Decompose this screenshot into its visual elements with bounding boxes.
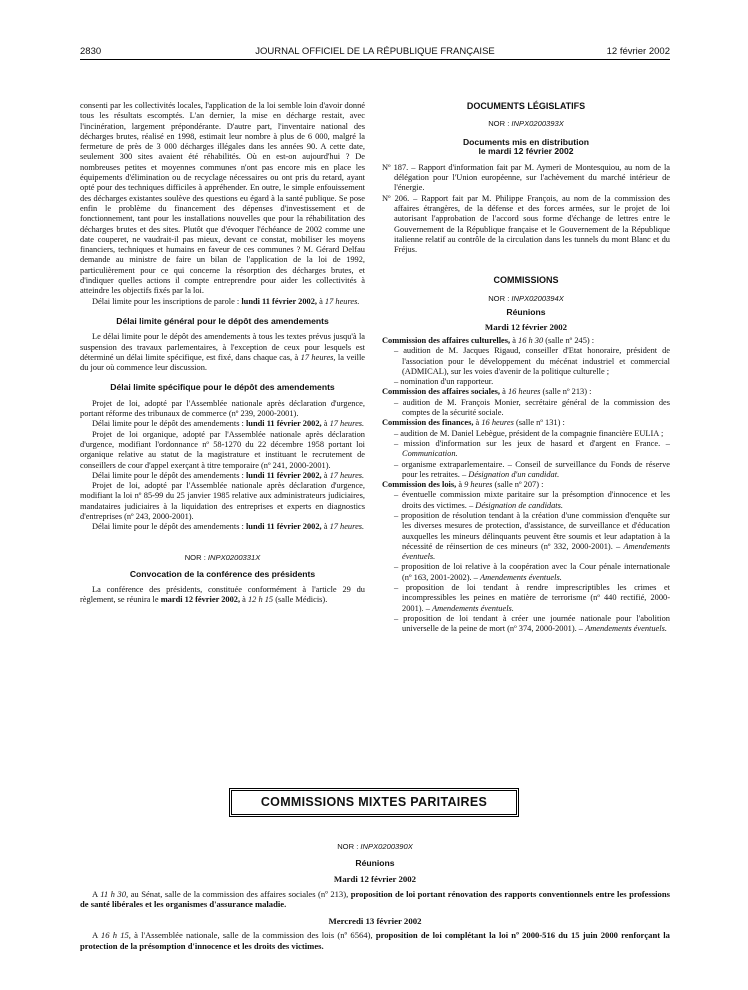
nor-reference: NOR : INPX0200394X <box>488 293 564 303</box>
meeting-date: Mardi 12 février 2002 <box>484 321 568 332</box>
agenda-item: – proposition de loi tendant à rendre imprescriptibles les crimes et incompressibles les peines en matière de terrorisme (nº 440 rectifié, 2000-2001). – Amendements éventuels. <box>394 583 670 613</box>
agenda-item: – proposition de loi relative à la coopération avec la Cour pénale internationale (nº 163, 2001-2002). – Amendements éventuels. <box>394 562 670 582</box>
meetings-title: Réunions <box>506 307 546 318</box>
document-item: Nº 187. – Rapport d'information fait par M. Aymeri de Montesquiou, au nom de la délégation pour l'Union européenne, sur l'achèvement du marché intérieur de l'énergie. <box>382 162 670 193</box>
bill-deadline: Délai limite pour le dépôt des amendements : lundi 11 février 2002, à 17 heures. <box>92 419 365 429</box>
commission-entry: Commission des finances, à 16 heures (salle nº 131) : <box>382 418 565 428</box>
page-number: 2830 <box>80 46 102 57</box>
bill-paragraph: Projet de loi, adopté par l'Assemblée nationale après déclaration d'urgence, portant réforme des tribunaux de commerce (nº 239, 2000-2001). <box>80 398 365 419</box>
bill-deadline: Délai limite pour le dépôt des amendements : lundi 11 février 2002, à 17 heures. <box>92 470 365 480</box>
nor-reference: NOR : INPX0200393X <box>488 119 564 129</box>
meeting-entry: A 11 h 30, au Sénat, salle de la commission des affaires sociales (nº 213), proposition de loi portant rénovation des rapports conventionnels entre les professions de santé libérales et les organismes d'assurance maladie. <box>80 888 670 910</box>
left-column <box>80 101 365 606</box>
page-header <box>80 46 670 60</box>
bill-paragraph: Projet de loi, adopté par l'Assemblée nationale après déclaration d'urgence, modifiant la loi nº 85-99 du 25 janvier 1985 relative aux administrateurs judiciaires, mandataires judiciaires à la liquidation des entreprises et experts en diagnostics d'entreprises (nº 243, 2000-2001). <box>80 481 365 521</box>
deadline-paragraph: Délai limite pour les inscriptions de parole : lundi 11 février 2002, à 17 heures. <box>92 296 360 306</box>
document-item: Nº 206. – Rapport fait par M. Philippe François, au nom de la commission des affaires étrangères, de la défense et des forces armées, sur le projet de loi autorisant l'approbation de l'accord sous forme d'échange de lettres entre le Gouvernement de la République française et le Gouvernement de la République italienne relatif au contrôle de la circulation dans les tunnels du mont Blanc et du Fréjus. <box>382 193 670 255</box>
meeting-entry: A 16 h 15, à l'Assemblée nationale, salle de la commission des lois (nº 6564), proposition de loi complétant la loi nº 2000-516 du 15 juin 2000 renforçant la protection de la présomption d'innocence et les droits des victimes. <box>80 930 670 951</box>
section-title-commissions: COMMISSIONS <box>493 275 559 286</box>
agenda-item: – audition de M. Jacques Rigaud, conseiller d'Etat honoraire, président de l'association pour le développement du mécénat industriel et commercial (ADMICAL), sur les voies d'avenir de la politique culturelle ; <box>394 346 670 376</box>
section-title-specific-deadline: Délai limite spécifique pour le dépôt des amendements <box>110 382 335 393</box>
bill-paragraph: Projet de loi organique, adopté par l'Assemblée nationale après déclaration d'urgence, modifiant l'ordonnance nº 58-1270 du 22 décembre 1958 portant loi organique relative au statut de la magistrature et instituant le recrutement de conseillers de cour d'appel exerçant à titre temporaire (nº 241, 2000-2001). <box>80 429 365 470</box>
agenda-item: – proposition de loi tendant à créer une journée nationale pour l'abolition universelle de la peine de mort (nº 374, 2000-2001). – Amendements éventuels. <box>394 613 670 634</box>
section-title-conference: Convocation de la conférence des présidents <box>129 568 316 579</box>
body-paragraph: consenti par les collectivités locales, l'application de la loi semble loin d'avoir donné tous les résultats escomptés. L'an dernier, la mise en décharge restait, avec l'incinération, largement prépondérante. D'autre part, l'inventaire national des décharges brutes, réalisé en 1998, estimait leur nombre à plus de 6 000, malgré la fermeture de près de 3 000 décharges illégales dans les années 90. A cette date, seulement 300 sites avaient été réhabilités. Où en est-on aujourd'hui ? De nombreuses petites et moyennes communes n'ont pas encore mis en place les équipements d'élimination ou de recyclage nécessaires ou ont pris du retard, ayant opté pour des techniques difficiles à appréhender. En outre, le simple enfouissement des décharges existantes soulève des questions eu égard à la santé publique. Se pose enfin le problème du financement des dépenses d'investissement et de fonctionnement, tant pour les installations nouvelles que pour la réhabilitation des décharges brutes et des sites. Plutôt que d'évoquer l'échéance de 2002 comme une date couperet, ne vaudrait-il pas mieux, devant ce constat, mobiliser les moyens financiers, techniques et humains en faveur de ces communes ? M. Gérard Delfau demande au ministre de faire un bilan de l'application de la loi de 1992, particulièrement pour ce qui concerne la résorption des décharges brutes, et d'indiquer quelles actions il compte entreprendre pour aider les collectivités à atteindre les objectifs fixés par la loi. <box>80 101 365 296</box>
agenda-item: – nomination d'un rapporteur. <box>394 377 494 387</box>
bill-deadline: Délai limite pour le dépôt des amendements : lundi 11 février 2002, à 17 heures. <box>92 522 365 532</box>
nor-reference: NOR : INPX0200390X <box>337 842 413 851</box>
meeting-date: Mardi 12 février 2002 <box>333 874 417 885</box>
agenda-item: – éventuelle commission mixte paritaire sur la présomption d'innocence et les droits des victimes. – Désignation de candidats. <box>394 490 670 510</box>
section-box-title: COMMISSIONS MIXTES PARITAIRES <box>229 788 519 817</box>
agenda-item: – mission d'information sur les jeux de hasard et d'argent en France. – Communication. <box>394 438 670 459</box>
section-title-documents: DOCUMENTS LÉGISLATIFS <box>466 101 586 111</box>
agenda-item: – audition de M. François Monier, secrétaire général de la commission des comptes de la sécurité sociale. <box>394 397 670 418</box>
conference-paragraph: La conférence des présidents, constituée conformément à l'article 29 du règlement, se réunira le mardi 12 février 2002, à 12 h 15 (salle Médicis). <box>80 585 365 605</box>
meeting-date: Mercredi 13 février 2002 <box>328 915 422 926</box>
agenda-item: – proposition de résolution tendant à la création d'une commission d'enquête sur les diverses mesures de protection, d'assistance, de surveillance et d'éducation auxquelles les mineurs délinquants peuvent être soumis et leur adaptation à la nécessité de réinsertion de ces mineurs (nº 332, 2000-2001). – Amendements éventuels. <box>394 510 670 562</box>
commission-entry: Commission des lois, à 9 heures (salle nº 207) : <box>382 480 544 490</box>
agenda-item: – audition de M. Daniel Lebègue, président de la compagnie financière EULIA ; <box>394 428 664 438</box>
right-column <box>382 101 670 635</box>
joint-committees-section <box>80 842 670 951</box>
meetings-title: Réunions <box>355 857 395 868</box>
agenda-item: – organisme extraparlementaire. – Conseil de surveillance du Fonds de réserve pour les retraites. – Désignation d'un candidat. <box>394 459 670 479</box>
journal-title: JOURNAL OFFICIEL DE LA RÉPUBLIQUE FRANÇAISE <box>255 46 495 57</box>
distribution-title: Documents mis en distribution le mardi 12 février 2002 <box>462 136 590 157</box>
issue-date: 12 février 2002 <box>606 46 670 57</box>
commission-entry: Commission des affaires culturelles, à 16 h 30 (salle nº 245) : <box>382 335 595 345</box>
section-title-general-deadline: Délai limite général pour le dépôt des amendements <box>116 315 329 326</box>
general-deadline-paragraph: Le délai limite pour le dépôt des amendements à tous les textes prévus jusqu'à la suspension des travaux parlementaires, à l'exception de ceux pour lesquels est déterminé un délai limite spécifique, est fixé, dans chaque cas, à 17 heures, la veille du jour où commence leur discussion. <box>80 332 365 373</box>
commission-entry: Commission des affaires sociales, à 16 heures (salle nº 213) : <box>382 387 592 397</box>
nor-reference: NOR : INPX0200331X <box>184 552 261 562</box>
